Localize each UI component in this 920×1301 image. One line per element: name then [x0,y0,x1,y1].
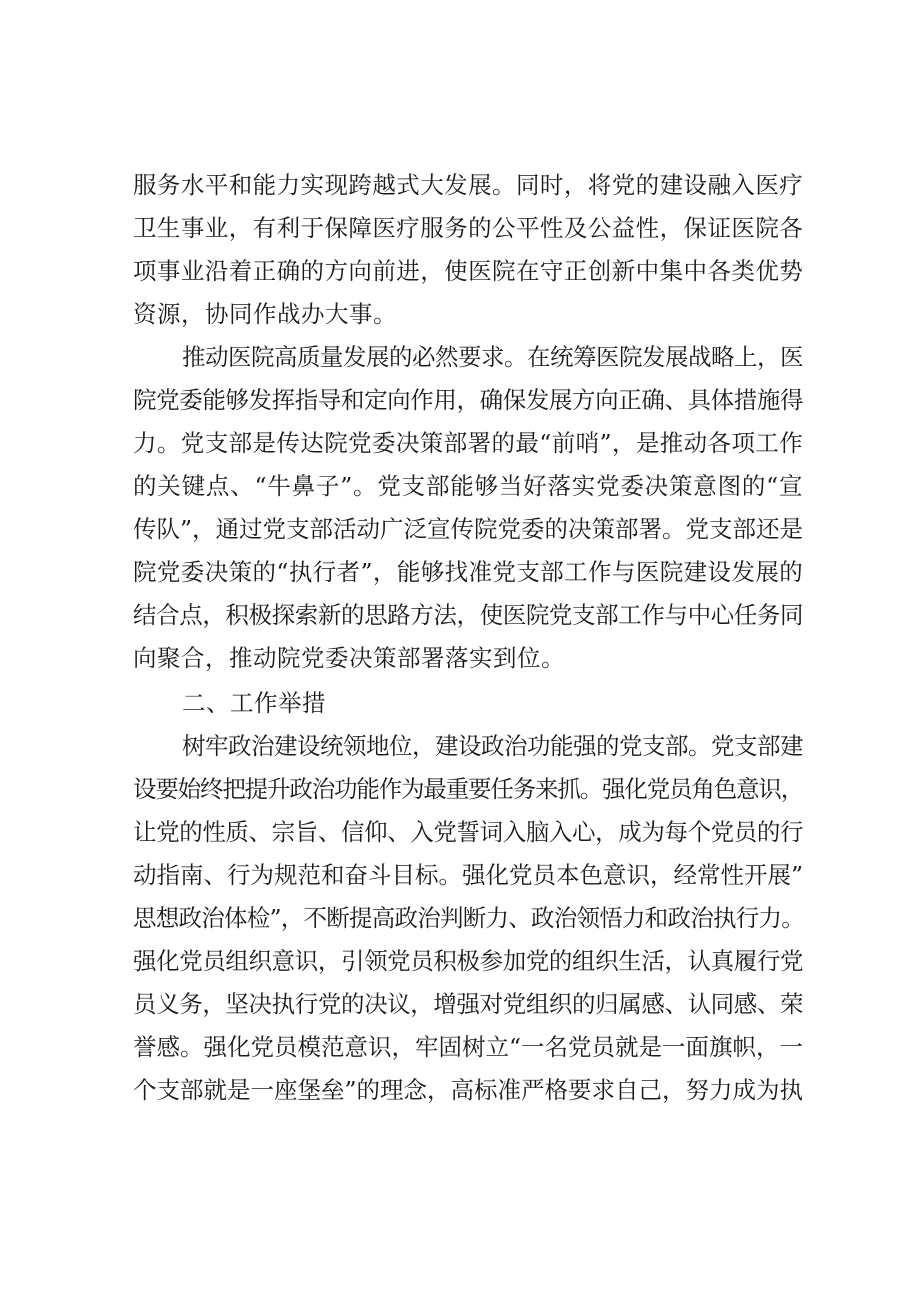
paragraph-3-line-3: 让党的性质、宗旨、信仰、入党誓词入脑入心，成为每个党员的行 [133,818,803,846]
paragraph-3-line-4: 动指南、行为规范和奋斗目标。强化党员本色意识，经常性开展” [133,861,804,889]
paragraph-2-line-8: 向聚合，推动院党委决策部署落实到位。 [133,644,565,672]
paragraph-3-line-6: 强化党员组织意识，引领党员积极参加党的组织生活，认真履行党 [133,947,803,975]
paragraph-2-line-7: 结合点，积极探索新的思路方法，使医院党支部工作与中心任务同 [133,601,803,629]
paragraph-1-line-3: 项事业沿着正确的方向前进，使医院在守正创新中集中各类优势 [133,257,803,285]
paragraph-1-line-4: 资源，协同作战办大事。 [133,300,397,328]
paragraph-2-line-2: 院党委能够发挥指导和定向作用，确保发展方向正确、具体措施得 [133,386,803,414]
paragraph-3-line-2: 设要始终把提升政治功能作为最重要任务来抓。强化党员角色意识， [133,775,803,803]
paragraph-1-line-2: 卫生事业，有利于保障医疗服务的公平性及公益性，保证医院各 [133,214,803,242]
paragraph-2-line-3: 力。党支部是传达院党委决策部署的最“前哨”，是推动各项工作 [133,429,803,457]
paragraph-3-line-1: 树牢政治建设统领地位，建设政治功能强的党支部。党支部建 [182,732,803,760]
paragraph-3-line-5: 思想政治体检”，不断提高政治判断力、政治领悟力和政治执行力。 [133,904,805,932]
paragraph-3-line-7: 员义务，坚决执行党的决议，增强对党组织的归属感、认同感、荣 [133,990,803,1018]
paragraph-2-line-4: 的关键点、“牛鼻子”。党支部能够当好落实党委决策意图的“宣 [133,472,803,500]
paragraph-2-line-5: 传队”，通过党支部活动广泛宣传院党委的决策部署。党支部还是 [133,515,804,543]
paragraph-3-line-9: 个支部就是一座堡垒”的理念，高标准严格要求自己，努力成为执 [133,1076,804,1104]
section-heading: 二、工作举措 [182,689,326,717]
paragraph-3-line-8: 誉感。强化党员模范意识，牢固树立“一名党员就是一面旗帜，一 [133,1033,804,1061]
paragraph-2-line-6: 院党委决策的“执行者”，能够找准党支部工作与医院建设发展的 [133,558,803,586]
paragraph-1-line-1: 服务水平和能力实现跨越式大发展。同时，将党的建设融入医疗 [133,171,803,199]
paragraph-2-line-1: 推动医院高质量发展的必然要求。在统筹医院发展战略上，医 [182,343,803,371]
